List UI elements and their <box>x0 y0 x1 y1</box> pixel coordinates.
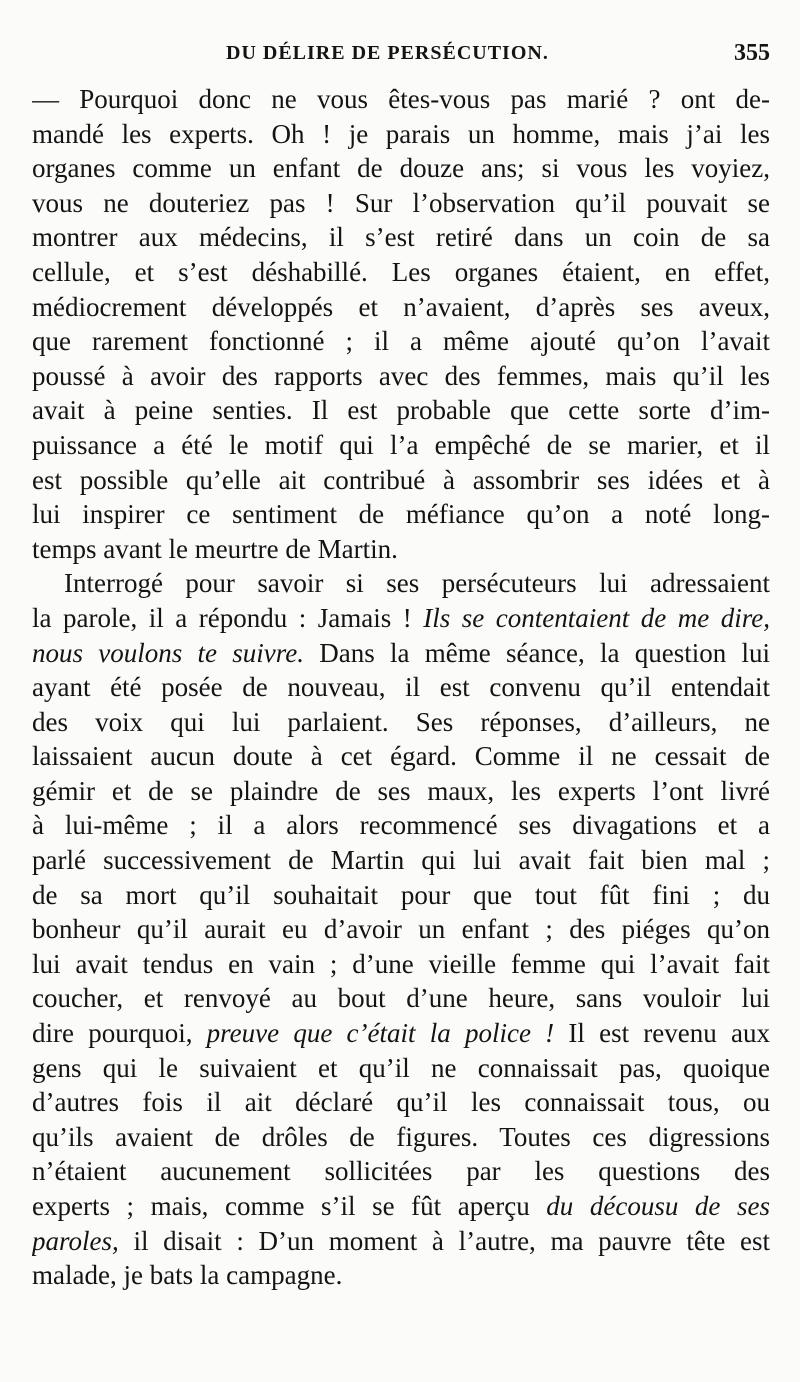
text-line: cellule, et s’est déshabillé. Les organes étaient, en effet, <box>32 256 770 287</box>
text-line: gémir et de se plaindre de ses maux, les experts l’ont livré <box>32 775 770 806</box>
text-line: des voix qui lui parlaient. Ses réponses, d’ailleurs, ne <box>32 706 770 737</box>
text-line: est possible qu’elle ait contribué à assombrir ses idées et à <box>32 464 770 495</box>
text-line: n’étaient aucunement sollicitées par les questions des <box>32 1156 770 1187</box>
page-number: 355 <box>734 40 770 66</box>
text-line: experts ; mais, comme s’il se fût aperçu du décousu de ses <box>32 1191 770 1221</box>
text-line: avait à peine senties. Il est probable que cette sorte d’im- <box>32 395 770 426</box>
italic-quote: Ils se contentaient de me dire, <box>423 602 770 633</box>
text-line: vous ne douteriez pas ! Sur l’observation qu’il pouvait se <box>32 187 770 218</box>
text-line: temps avant le meurtre de Martin. <box>32 533 398 564</box>
text-line: laissaient aucun doute à cet égard. Comme il ne cessait de <box>32 741 770 772</box>
text-line: qu’ils avaient de drôles de figures. Toutes ces digressions <box>32 1121 770 1152</box>
text-line: — Pourquoi donc ne vous êtes-vous pas marié ? ont de- <box>32 84 770 114</box>
text-line: malade, je bats la campagne. <box>32 1260 343 1291</box>
text-line: coucher, et renvoyé au bout d’une heure, sans vouloir lui <box>32 983 770 1014</box>
text-line: la parole, il a répondu : Jamais ! Ils se contentaient de me dire, <box>32 602 770 633</box>
italic-quote: du décousu de ses <box>546 1191 770 1221</box>
text-line: parlé successivement de Martin qui lui avait fait bien mal ; <box>32 845 770 876</box>
text-line: médiocrement développés et n’avaient, d’après ses aveux, <box>32 291 770 322</box>
text-line: dire pourquoi, preuve que c’était la police ! Il est revenu aux <box>32 1018 770 1049</box>
text-line: lui inspirer ce sentiment de méfiance qu’on a noté long- <box>32 499 770 530</box>
text-line: lui avait tendus en vain ; d’une vieille femme qui l’avait fait <box>32 948 770 979</box>
text-line: puissance a été le motif qui l’a empêché de se marier, et il <box>32 429 770 460</box>
text-line: organes comme un enfant de douze ans; si vous les voyiez, <box>32 153 770 184</box>
italic-quote: preuve que c’était la police ! <box>206 1018 555 1049</box>
text-line: nous voulons te suivre. Dans la même séance, la question lui <box>32 637 770 668</box>
body-text <box>32 82 770 1293</box>
italic-quote: paroles, <box>32 1225 119 1256</box>
text-line: gens qui le suivaient et qu’il ne connaissait pas, quoique <box>32 1052 770 1083</box>
text-line: paroles, il disait : D’un moment à l’autre, ma pauvre tête est <box>32 1225 770 1256</box>
text-line: de sa mort qu’il souhaitait pour que tout fût fini ; du <box>32 879 770 910</box>
text-line: à lui-même ; il a alors recommencé ses divagations et a <box>32 810 770 841</box>
italic-quote: nous voulons te suivre. <box>32 637 305 668</box>
text-line: montrer aux médecins, il s’est retiré dans un coin de sa <box>32 222 770 253</box>
running-title: DU DÉLIRE DE PERSÉCUTION. <box>226 42 549 64</box>
page-header <box>36 38 770 74</box>
text-line: bonheur qu’il aurait eu d’avoir un enfant ; des piéges qu’on <box>32 914 770 945</box>
text-line: mandé les experts. Oh ! je parais un homme, mais j’ai les <box>32 118 770 149</box>
text-line: ayant été posée de nouveau, il est convenu qu’il entendait <box>32 672 770 703</box>
text-line: que rarement fonctionné ; il a même ajouté qu’on l’avait <box>32 326 770 357</box>
text-line: Interrogé pour savoir si ses persécuteurs lui adressaient <box>64 568 770 599</box>
text-line: poussé à avoir des rapports avec des femmes, mais qu’il les <box>32 360 770 391</box>
text-line: d’autres fois il ait déclaré qu’il les connaissait tous, ou <box>32 1087 770 1118</box>
